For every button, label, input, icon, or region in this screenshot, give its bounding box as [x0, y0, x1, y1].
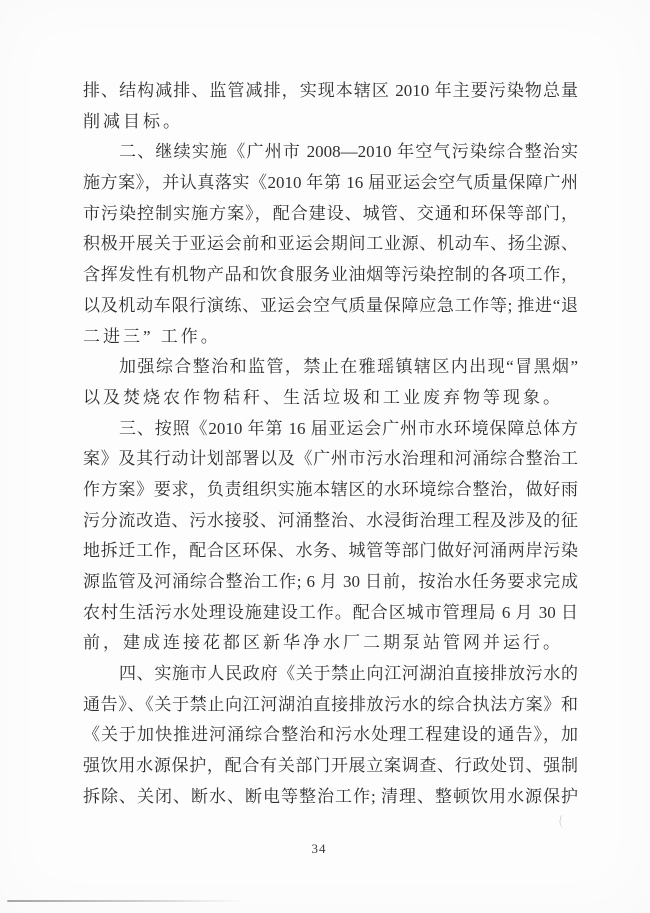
text-line: 地拆迁工作，配合区环保、水务、城管等部门做好河涌两岸污染	[83, 541, 578, 561]
text-line: 加强综合整治和监管，禁止在雅瑶镇辖区内出现“冒黑烟”	[119, 357, 578, 377]
scan-artifact-pen-mark	[557, 815, 569, 830]
text-line: 拆除、关闭、断水、断电等整治工作; 清理、整顿饮用水源保护	[83, 786, 578, 806]
text-line: 污分流改造、污水接驳、河涌整治、水浸街治理工程及涉及的征	[83, 510, 578, 530]
text-line: 前，建成连接花都区新华净水厂二期泵站管网并运行。	[83, 633, 563, 653]
text-line: 含挥发性有机物产品和饮食服务业油烟等污染控制的各项工作，	[83, 265, 578, 285]
text-line: 二进三” 工作。	[83, 326, 221, 346]
text-line: 市污染控制实施方案》，配合建设、城管、交通和环保等部门，	[83, 203, 578, 223]
text-line: 以及机动车限行演练、亚运会空气质量保障应急工作等; 推进“退	[83, 295, 578, 315]
text-line: 强饮用水源保护，配合有关部门开展立案调查、行政处罚、强制	[83, 756, 578, 776]
text-line: 通告》、《关于禁止向江河湖泊直接排放污水的综合执法方案》和	[83, 694, 578, 714]
text-line: 农村生活污水处理设施建设工作。配合区城市管理局 6 月 30 日	[83, 602, 578, 622]
text-line: 三、按照《2010 年第 16 届亚运会广州市水环境保障总体方	[119, 418, 578, 438]
text-line: 作方案》要求，负责组织实施本辖区的水环境综合整治，做好雨	[83, 479, 578, 499]
text-line: 案》及其行动计划部署以及《广州市污水治理和河涌综合整治工	[83, 449, 578, 469]
text-line: 施方案》，并认真落实《2010 年第 16 届亚运会空气质量保障广州	[83, 173, 578, 193]
scan-artifact-bottom-line	[7, 900, 247, 902]
text-line: 削减目标。	[83, 111, 183, 131]
text-line: 积极开展关于亚运会前和亚运会期间工业源、机动车、扬尘源、	[83, 234, 578, 254]
text-line: 源监管及河涌综合整治工作; 6 月 30 日前，按治水任务要求完成	[83, 572, 578, 591]
body-text	[83, 76, 578, 813]
text-line: 排、结构减排、监管减排，实现本辖区 2010 年主要污染物总量	[83, 81, 578, 100]
page-number: 34	[311, 841, 327, 856]
text-line: 以及焚烧农作物秸秆、生活垃圾和工业废弃物等现象。	[83, 387, 563, 407]
text-line: 二、继续实施《广州市 2008—2010 年空气污染综合整治实	[119, 142, 578, 162]
text-line: 四、实施市人民政府《关于禁止向江河湖泊直接排放污水的	[119, 664, 578, 684]
text-line: 《关于加快推进河涌综合整治和污水处理工程建设的通告》，加	[83, 725, 578, 745]
